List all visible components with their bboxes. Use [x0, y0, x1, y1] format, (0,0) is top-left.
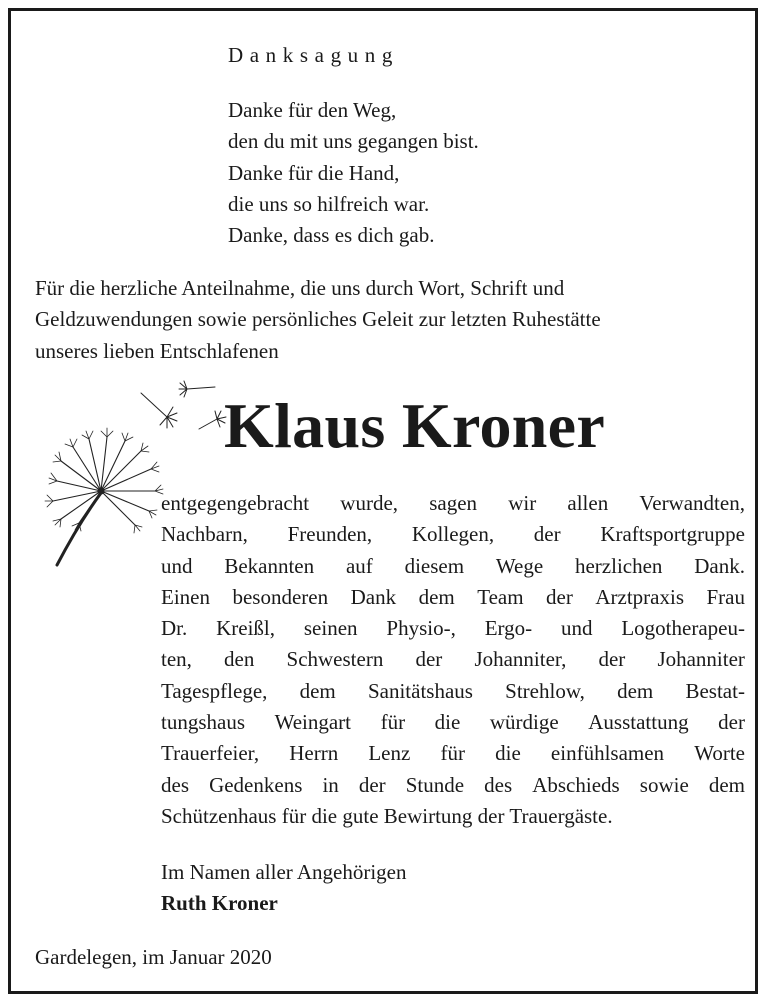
body-line: [161, 770, 745, 801]
body-word: der: [415, 647, 443, 672]
body-word: Stunde: [405, 772, 465, 797]
deceased-name: Klaus Kroner: [224, 390, 606, 461]
body-word: Herrn: [289, 741, 339, 766]
body-word: Frau: [706, 584, 745, 609]
body-word: die: [495, 741, 521, 766]
body-word: für: [440, 741, 465, 766]
body-word: Dank.: [694, 553, 745, 578]
poem-line: die uns so hilfreich war.: [228, 191, 430, 216]
body-word: Bestat-: [685, 678, 745, 703]
body-word: die: [434, 710, 461, 735]
body-word: für: [380, 710, 406, 735]
body-word: herzlichen: [574, 553, 663, 578]
body-line: Schützenhaus für die gute Bewirtung der Trauergäste.: [161, 803, 613, 828]
poem-line: Danke für die Hand,: [228, 160, 400, 185]
body-word: tungshaus: [161, 710, 245, 735]
body-line: [161, 519, 745, 550]
body-word: der: [598, 647, 626, 672]
body-word: sagen: [429, 491, 478, 515]
body-line: [161, 707, 745, 738]
body-word: dem: [617, 678, 654, 703]
poem-line: den du mit uns gegangen bist.: [228, 129, 479, 154]
body-word: Verwandten,: [639, 491, 745, 515]
body-word: würdige: [489, 710, 559, 735]
body-word: und: [161, 553, 193, 578]
body-word: Dr.: [161, 616, 188, 641]
body-word: Nachbarn,: [161, 522, 248, 547]
body-word: ten,: [161, 647, 192, 672]
body-line: [161, 551, 745, 582]
body-word: in: [322, 772, 339, 797]
intro-line: Für die herzliche Anteilnahme, die uns durch Wort, Schrift und: [35, 276, 565, 300]
closing-block: [161, 857, 407, 920]
poem: [228, 95, 479, 251]
body-word: Johanniter: [657, 647, 745, 672]
body-word: der: [533, 522, 561, 547]
body-word: seinen: [303, 616, 358, 641]
body-word: des: [161, 772, 189, 797]
body-word: Freunden,: [287, 522, 373, 547]
body-word: Abschieds: [532, 772, 620, 797]
body-word: Worte: [694, 741, 745, 766]
body-word: Strehlow,: [505, 678, 585, 703]
body-word: Schwestern: [286, 647, 384, 672]
intro-line: Geldzuwendungen sowie persönliches Geleit zur letzten Ruhestätte: [35, 307, 601, 332]
body-word: Logotherapeu-: [621, 616, 745, 641]
body-word: Wege: [495, 553, 544, 578]
body-word: den: [224, 647, 255, 672]
body-line: [161, 644, 745, 675]
body-paragraph: [161, 488, 745, 832]
obituary-notice: [8, 8, 758, 994]
body-word: Arztpraxis: [595, 584, 684, 609]
body-word: des: [484, 772, 513, 797]
place-date: Gardelegen, im Januar 2020: [35, 945, 272, 969]
body-word: Tagespflege,: [161, 678, 268, 703]
poem-line: Danke für den Weg,: [228, 98, 397, 122]
body-word: wir: [508, 491, 537, 515]
body-line: [161, 582, 745, 613]
body-word: auf: [345, 553, 373, 578]
body-word: Kraftsportgruppe: [600, 522, 745, 547]
body-word: Team: [477, 584, 524, 609]
body-word: dem: [418, 584, 455, 609]
body-word: entgegengebracht: [161, 491, 310, 515]
body-word: der: [358, 772, 386, 797]
body-word: Kreißl,: [216, 616, 276, 641]
body-line: [161, 738, 745, 769]
body-word: Lenz: [368, 741, 411, 766]
intro-line: unseres lieben Entschlafenen: [35, 338, 279, 363]
body-line: [161, 676, 745, 707]
body-word: Ausstattung: [588, 710, 689, 735]
body-word: einfühlsamen: [550, 741, 665, 766]
intro-paragraph: [35, 273, 735, 367]
body-word: der: [546, 584, 573, 609]
body-word: Kollegen,: [411, 522, 495, 547]
body-word: allen: [567, 491, 609, 515]
body-line: [161, 613, 745, 644]
body-word: Weingart: [274, 710, 352, 735]
body-word: Ergo-: [484, 616, 533, 641]
body-word: und: [560, 616, 593, 641]
body-word: besonderen: [232, 584, 329, 609]
body-word: sowie: [639, 772, 689, 797]
body-word: wurde,: [340, 491, 399, 515]
body-word: diesem: [404, 553, 465, 578]
body-word: dem: [299, 678, 336, 703]
body-word: Sanitätshaus: [367, 678, 473, 703]
body-word: Gedenkens: [209, 772, 303, 797]
body-word: Johanniter,: [474, 647, 567, 672]
body-line: [161, 488, 745, 519]
body-word: Trauerfeier,: [161, 741, 260, 766]
body-word: dem: [708, 772, 745, 797]
notice-heading: Danksagung: [228, 43, 399, 67]
body-word: Physio-,: [386, 616, 456, 641]
signature: Ruth Kroner: [161, 891, 278, 916]
body-word: Einen: [161, 584, 210, 609]
closing-line: Im Namen aller Angehörigen: [161, 860, 407, 884]
poem-line: Danke, dass es dich gab.: [228, 223, 435, 248]
body-word: Bekannten: [224, 553, 315, 578]
body-word: der: [718, 710, 745, 735]
body-word: Dank: [350, 584, 397, 609]
